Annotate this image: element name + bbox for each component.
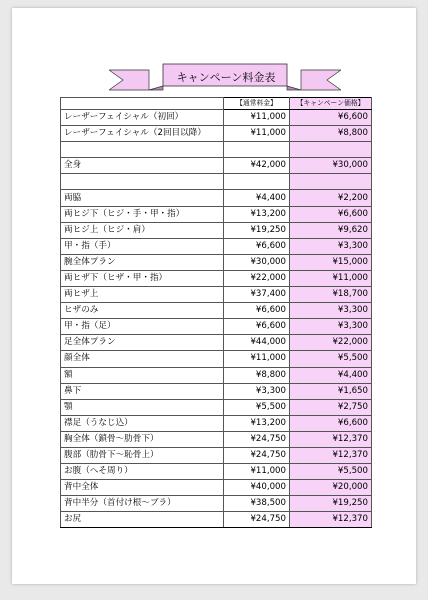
row-item-name: 襟足（うなじ込）	[61, 415, 224, 431]
row-regular-price: ¥22,000	[224, 270, 290, 286]
row-campaign-price: ¥2,750	[290, 399, 372, 415]
header-regular-price: 【通常料金】	[224, 98, 290, 110]
table-row	[61, 110, 372, 126]
row-campaign-price: ¥11,000	[290, 270, 372, 286]
table-row	[61, 206, 372, 222]
row-item-name: 両ヒザ下（ヒザ・甲・指）	[61, 270, 224, 286]
row-item-name: 顔全体	[61, 351, 224, 367]
row-campaign-price: ¥12,370	[290, 431, 372, 447]
row-campaign-price: ¥18,700	[290, 287, 372, 303]
row-regular-price: ¥8,800	[224, 367, 290, 383]
row-regular-price: ¥11,000	[224, 351, 290, 367]
row-campaign-price: ¥5,500	[290, 351, 372, 367]
header-item	[61, 98, 224, 110]
row-item-name: 腹部（肋骨下～恥骨上）	[61, 447, 224, 463]
row-campaign-price: ¥30,000	[290, 158, 372, 174]
row-campaign-price: ¥9,620	[290, 222, 372, 238]
row-campaign-price: ¥6,600	[290, 206, 372, 222]
table-row	[61, 351, 372, 367]
table-row	[61, 383, 372, 399]
row-campaign-price: ¥5,500	[290, 464, 372, 480]
table-row	[61, 238, 372, 254]
row-item-name: 顎	[61, 399, 224, 415]
row-item-name: 額	[61, 367, 224, 383]
row-regular-price: ¥44,000	[224, 335, 290, 351]
table-row	[61, 464, 372, 480]
row-item-name: お腹（へそ周り）	[61, 464, 224, 480]
title-ribbon	[109, 60, 341, 94]
row-campaign-price: ¥8,800	[290, 126, 372, 142]
table-row	[61, 367, 372, 383]
row-campaign-price: ¥2,200	[290, 190, 372, 206]
row-regular-price: ¥5,500	[224, 399, 290, 415]
table-row	[61, 399, 372, 415]
row-campaign-price: ¥3,300	[290, 303, 372, 319]
table-row	[61, 447, 372, 463]
table-row	[61, 190, 372, 206]
row-campaign-price	[290, 142, 372, 158]
row-item-name: 足全体プラン	[61, 335, 224, 351]
row-item-name: 甲・指（手）	[61, 238, 224, 254]
row-item-name: 背中全体	[61, 480, 224, 496]
row-item-name	[61, 174, 224, 190]
row-campaign-price: ¥4,400	[290, 367, 372, 383]
table-row	[61, 287, 372, 303]
row-regular-price	[224, 174, 290, 190]
row-campaign-price: ¥19,250	[290, 496, 372, 512]
table-row	[61, 335, 372, 351]
table-row	[61, 319, 372, 335]
row-campaign-price: ¥15,000	[290, 254, 372, 270]
row-campaign-price: ¥1,650	[290, 383, 372, 399]
row-item-name: 両脇	[61, 190, 224, 206]
table-row	[61, 142, 372, 158]
row-regular-price: ¥40,000	[224, 480, 290, 496]
row-item-name: 背中半分（首付け根～ブラ）	[61, 496, 224, 512]
table-row	[61, 512, 372, 528]
row-regular-price: ¥4,400	[224, 190, 290, 206]
header-campaign-price: 【キャンペーン価格】	[290, 98, 372, 110]
table-row	[61, 496, 372, 512]
table-row	[61, 222, 372, 238]
row-regular-price: ¥37,400	[224, 287, 290, 303]
row-item-name: 甲・指（足）	[61, 319, 224, 335]
row-regular-price: ¥6,600	[224, 319, 290, 335]
row-item-name: お尻	[61, 512, 224, 528]
table-header-row	[61, 98, 372, 110]
row-item-name: 全身	[61, 158, 224, 174]
row-campaign-price: ¥6,600	[290, 110, 372, 126]
row-campaign-price: ¥3,300	[290, 238, 372, 254]
row-regular-price: ¥42,000	[224, 158, 290, 174]
row-regular-price: ¥30,000	[224, 254, 290, 270]
row-regular-price: ¥24,750	[224, 512, 290, 528]
table-row	[61, 480, 372, 496]
row-regular-price: ¥11,000	[224, 126, 290, 142]
row-item-name: レーザーフェイシャル（初回）	[61, 110, 224, 126]
row-campaign-price	[290, 174, 372, 190]
row-campaign-price: ¥12,370	[290, 512, 372, 528]
table-row	[61, 303, 372, 319]
row-regular-price: ¥24,750	[224, 431, 290, 447]
row-regular-price: ¥38,500	[224, 496, 290, 512]
row-item-name	[61, 142, 224, 158]
row-regular-price: ¥3,300	[224, 383, 290, 399]
document-page	[12, 8, 416, 584]
row-regular-price: ¥11,000	[224, 110, 290, 126]
row-item-name: 鼻下	[61, 383, 224, 399]
row-item-name: ヒザのみ	[61, 303, 224, 319]
row-regular-price: ¥13,200	[224, 415, 290, 431]
row-regular-price: ¥6,600	[224, 303, 290, 319]
row-item-name: 両ヒジ下（ヒジ・手・甲・指）	[61, 206, 224, 222]
price-table	[60, 97, 372, 528]
table-row	[61, 126, 372, 142]
table-row	[61, 158, 372, 174]
row-item-name: レーザーフェイシャル（2回目以降）	[61, 126, 224, 142]
table-row	[61, 415, 372, 431]
row-campaign-price: ¥12,370	[290, 447, 372, 463]
row-regular-price: ¥24,750	[224, 447, 290, 463]
row-item-name: 腕全体プラン	[61, 254, 224, 270]
row-item-name: 胸全体（鎖骨～肋骨下）	[61, 431, 224, 447]
row-campaign-price: ¥6,600	[290, 415, 372, 431]
table-row	[61, 254, 372, 270]
row-campaign-price: ¥20,000	[290, 480, 372, 496]
row-regular-price: ¥11,000	[224, 464, 290, 480]
row-campaign-price: ¥3,300	[290, 319, 372, 335]
row-campaign-price: ¥22,000	[290, 335, 372, 351]
row-item-name: 両ヒザ上	[61, 287, 224, 303]
table-row	[61, 431, 372, 447]
row-item-name: 両ヒジ上（ヒジ・肩）	[61, 222, 224, 238]
table-row	[61, 174, 372, 190]
table-row	[61, 270, 372, 286]
row-regular-price: ¥19,250	[224, 222, 290, 238]
row-regular-price: ¥13,200	[224, 206, 290, 222]
row-regular-price: ¥6,600	[224, 238, 290, 254]
document-title: キャンペーン料金表	[176, 71, 276, 84]
row-regular-price	[224, 142, 290, 158]
